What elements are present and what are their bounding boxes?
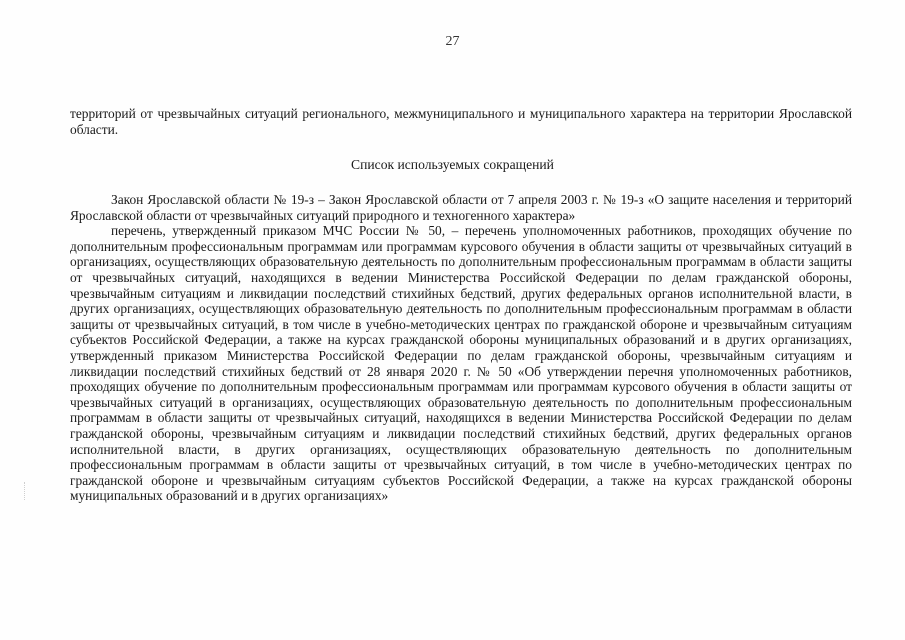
page-number: 27 bbox=[445, 34, 460, 49]
section-heading: Список используемых сокращений bbox=[351, 157, 554, 172]
intro-paragraph: территорий от чрезвычайных ситуаций регионального, межмуниципального и муниципального характера на территории Ярославской области. bbox=[70, 106, 852, 137]
intro-continuation bbox=[70, 106, 852, 137]
abbreviation-entry-law: Закон Ярославской области № 19-з – Закон Ярославской области от 7 апреля 2003 г. № 19-з «О защите населения и территорий Ярославской области от чрезвычайных ситуаций природного и техногенного характера» bbox=[70, 192, 852, 223]
abbreviation-entry-list: перечень, утвержденный приказом МЧС России № 50, – перечень уполномоченных работников, проходящих обучение по дополнительным профессиональным программам или программам курсового обучения в области защиты от чрезвычайных ситуаций в организациях, осуществляющих образовательную деятельность по дополнительным профессиональным программам в области защиты от чрезвычайных ситуаций, находящихся в ведении Министерства Российской Федерации по делам гражданской обороны, чрезвычайным ситуациям и ликвидации последствий стихийных бедствий, других федеральных органов исполнительной власти, в других организациях, осуществляющих образовательную деятельность по дополнительным профессиональным программам в области защиты от чрезвычайных ситуаций, в том числе в учебно-методических центрах по гражданской обороне и чрезвычайным ситуациям субъектов Российской Федерации, а также на курсах гражданской обороны муниципальных образований и в других организациях, утвержденный приказом Министерства Российской Федерации по делам гражданской обороны, чрезвычайным ситуациям и ликвидации последствий стихийных бедствий от 28 января 2020 г. № 50 «Об утверждении перечня уполномоченных работников, проходящих обучение по дополнительным профессиональным программам или программам курсового обучения в области защиты от чрезвычайных ситуаций в организациях, осуществляющих образовательную деятельность по дополнительным профессиональным программам в области защиты от чрезвычайных ситуаций, находящихся в ведении Министерства Российской Федерации по делам гражданской обороны, чрезвычайным ситуациям и ликвидации последствий стихийных бедствий, других федеральных органов исполнительной власти, в других организациях, осуществляющих образовательную деятельность по дополнительным профессиональным программам в области защиты от чрезвычайных ситуаций, в том числе в учебно-методических центрах по гражданской обороне и чрезвычайным ситуациям субъектов Российской Федерации, а также на курсах гражданской обороны муниципальных образований и в других организациях» bbox=[70, 223, 852, 504]
abbreviations-list bbox=[70, 192, 852, 504]
scan-margin-mark bbox=[24, 482, 27, 500]
